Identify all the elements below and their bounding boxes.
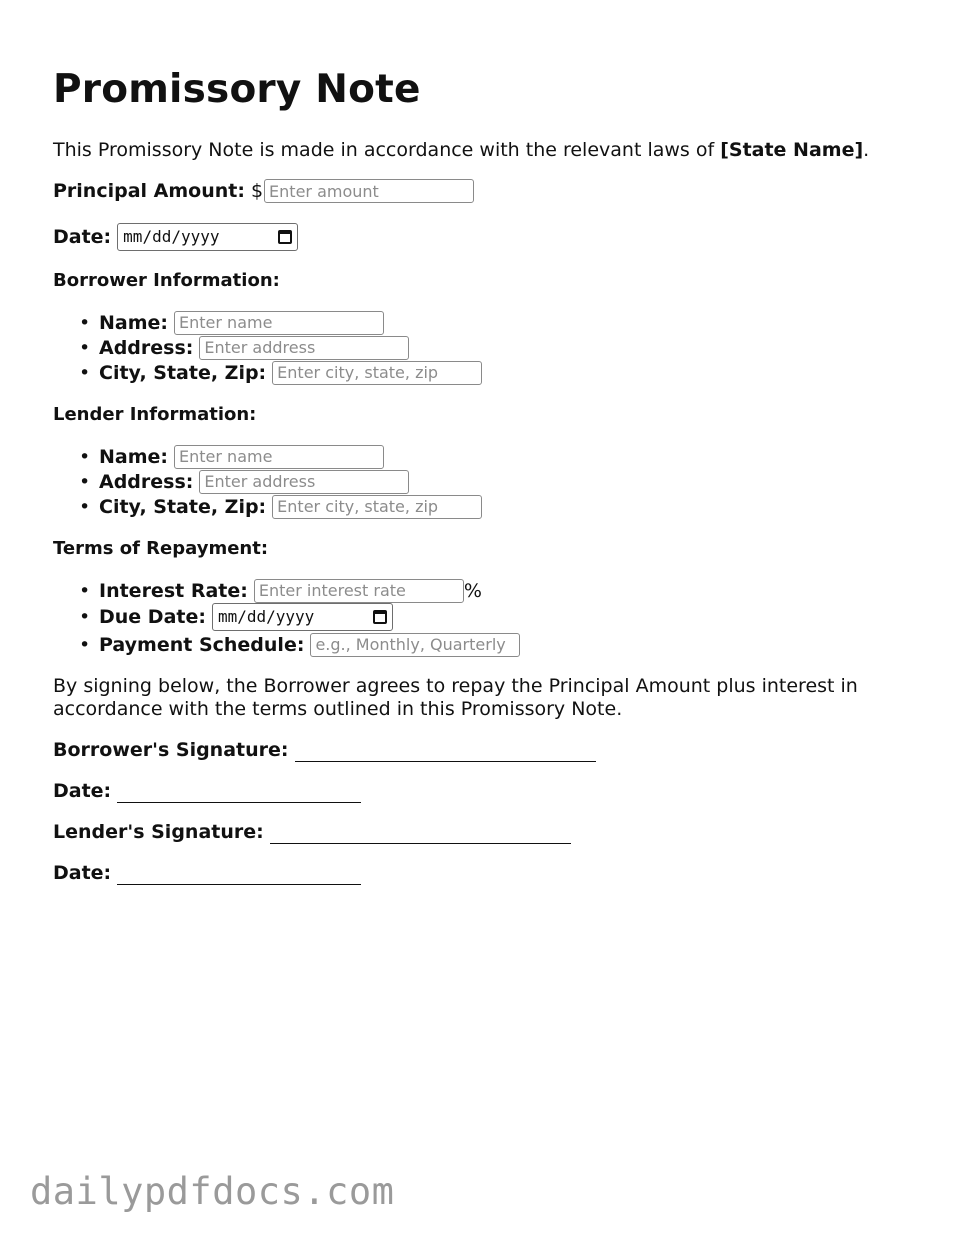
list-item (99, 603, 913, 631)
lender-address-input[interactable] (199, 470, 409, 494)
borrower-date-line[interactable] (117, 782, 361, 803)
borrower-date-label: Date: (53, 780, 112, 802)
calendar-icon[interactable] (278, 230, 292, 244)
due-date-input[interactable] (212, 603, 393, 631)
lender-signature-row (53, 820, 913, 844)
lender-city-input[interactable] (272, 495, 482, 519)
lender-address-label: • Address: (99, 470, 194, 493)
watermark: dailypdfdocs.com (30, 1170, 395, 1213)
date-label: Date: (53, 226, 112, 248)
date-value: mm/dd/yyyy (123, 227, 220, 246)
borrower-name-label: • Name: (99, 311, 169, 334)
borrower-name-input[interactable] (174, 311, 384, 335)
borrower-address-input[interactable] (199, 336, 409, 360)
principal-row (53, 179, 913, 203)
lender-signature-label: Lender's Signature: (53, 821, 264, 843)
due-date-label: • Due Date: (99, 606, 206, 628)
borrower-date-row (53, 779, 913, 803)
lender-list (53, 444, 913, 519)
percent-symbol: % (463, 579, 482, 602)
agreement-paragraph: By signing below, the Borrower agrees to repay the Principal Amount plus interest in accordance with the terms outlined in this Promissory Note. (53, 675, 858, 720)
lender-heading: Lender Information: (53, 404, 257, 425)
list-item (99, 360, 913, 385)
currency-symbol: $ (250, 180, 264, 202)
principal-amount-input[interactable] (264, 179, 474, 203)
date-input[interactable] (117, 223, 298, 251)
intro-paragraph (53, 136, 913, 164)
borrower-signature-line[interactable] (295, 741, 596, 762)
intro-end: . (863, 139, 870, 161)
borrower-list (53, 310, 913, 385)
borrower-signature-label: Borrower's Signature: (53, 739, 289, 761)
lender-date-label: Date: (53, 862, 112, 884)
date-row (53, 223, 913, 251)
interest-rate-input[interactable] (254, 579, 464, 603)
due-date-value: mm/dd/yyyy (217, 607, 315, 626)
borrower-heading: Borrower Information: (53, 270, 280, 291)
lender-name-input[interactable] (174, 445, 384, 469)
list-item (99, 335, 913, 360)
lender-date-line[interactable] (117, 864, 361, 885)
intro-text: This Promissory Note is made in accordance with the relevant laws of (53, 139, 721, 161)
lender-name-label: • Name: (99, 445, 169, 468)
promissory-note-document (53, 62, 913, 885)
borrower-signature-row (53, 738, 913, 762)
lender-date-row (53, 861, 913, 885)
borrower-address-label: • Address: (99, 336, 194, 359)
principal-label: Principal Amount: (53, 180, 245, 202)
page-title: Promissory Note (53, 67, 421, 112)
list-item (99, 578, 913, 603)
list-item (99, 494, 913, 519)
payment-schedule-label: • Payment Schedule: (99, 633, 305, 656)
interest-rate-label: • Interest Rate: (99, 579, 248, 602)
calendar-icon[interactable] (373, 610, 387, 624)
lender-signature-line[interactable] (270, 823, 571, 844)
borrower-city-label: • City, State, Zip: (99, 361, 267, 384)
borrower-city-input[interactable] (272, 361, 482, 385)
terms-list (53, 578, 913, 657)
list-item (99, 444, 913, 469)
list-item (99, 469, 913, 494)
terms-heading: Terms of Repayment: (53, 538, 269, 559)
list-item (99, 632, 913, 657)
payment-schedule-input[interactable] (310, 633, 520, 657)
lender-city-label: • City, State, Zip: (99, 495, 267, 518)
list-item (99, 310, 913, 335)
state-name: [State Name] (720, 139, 864, 161)
